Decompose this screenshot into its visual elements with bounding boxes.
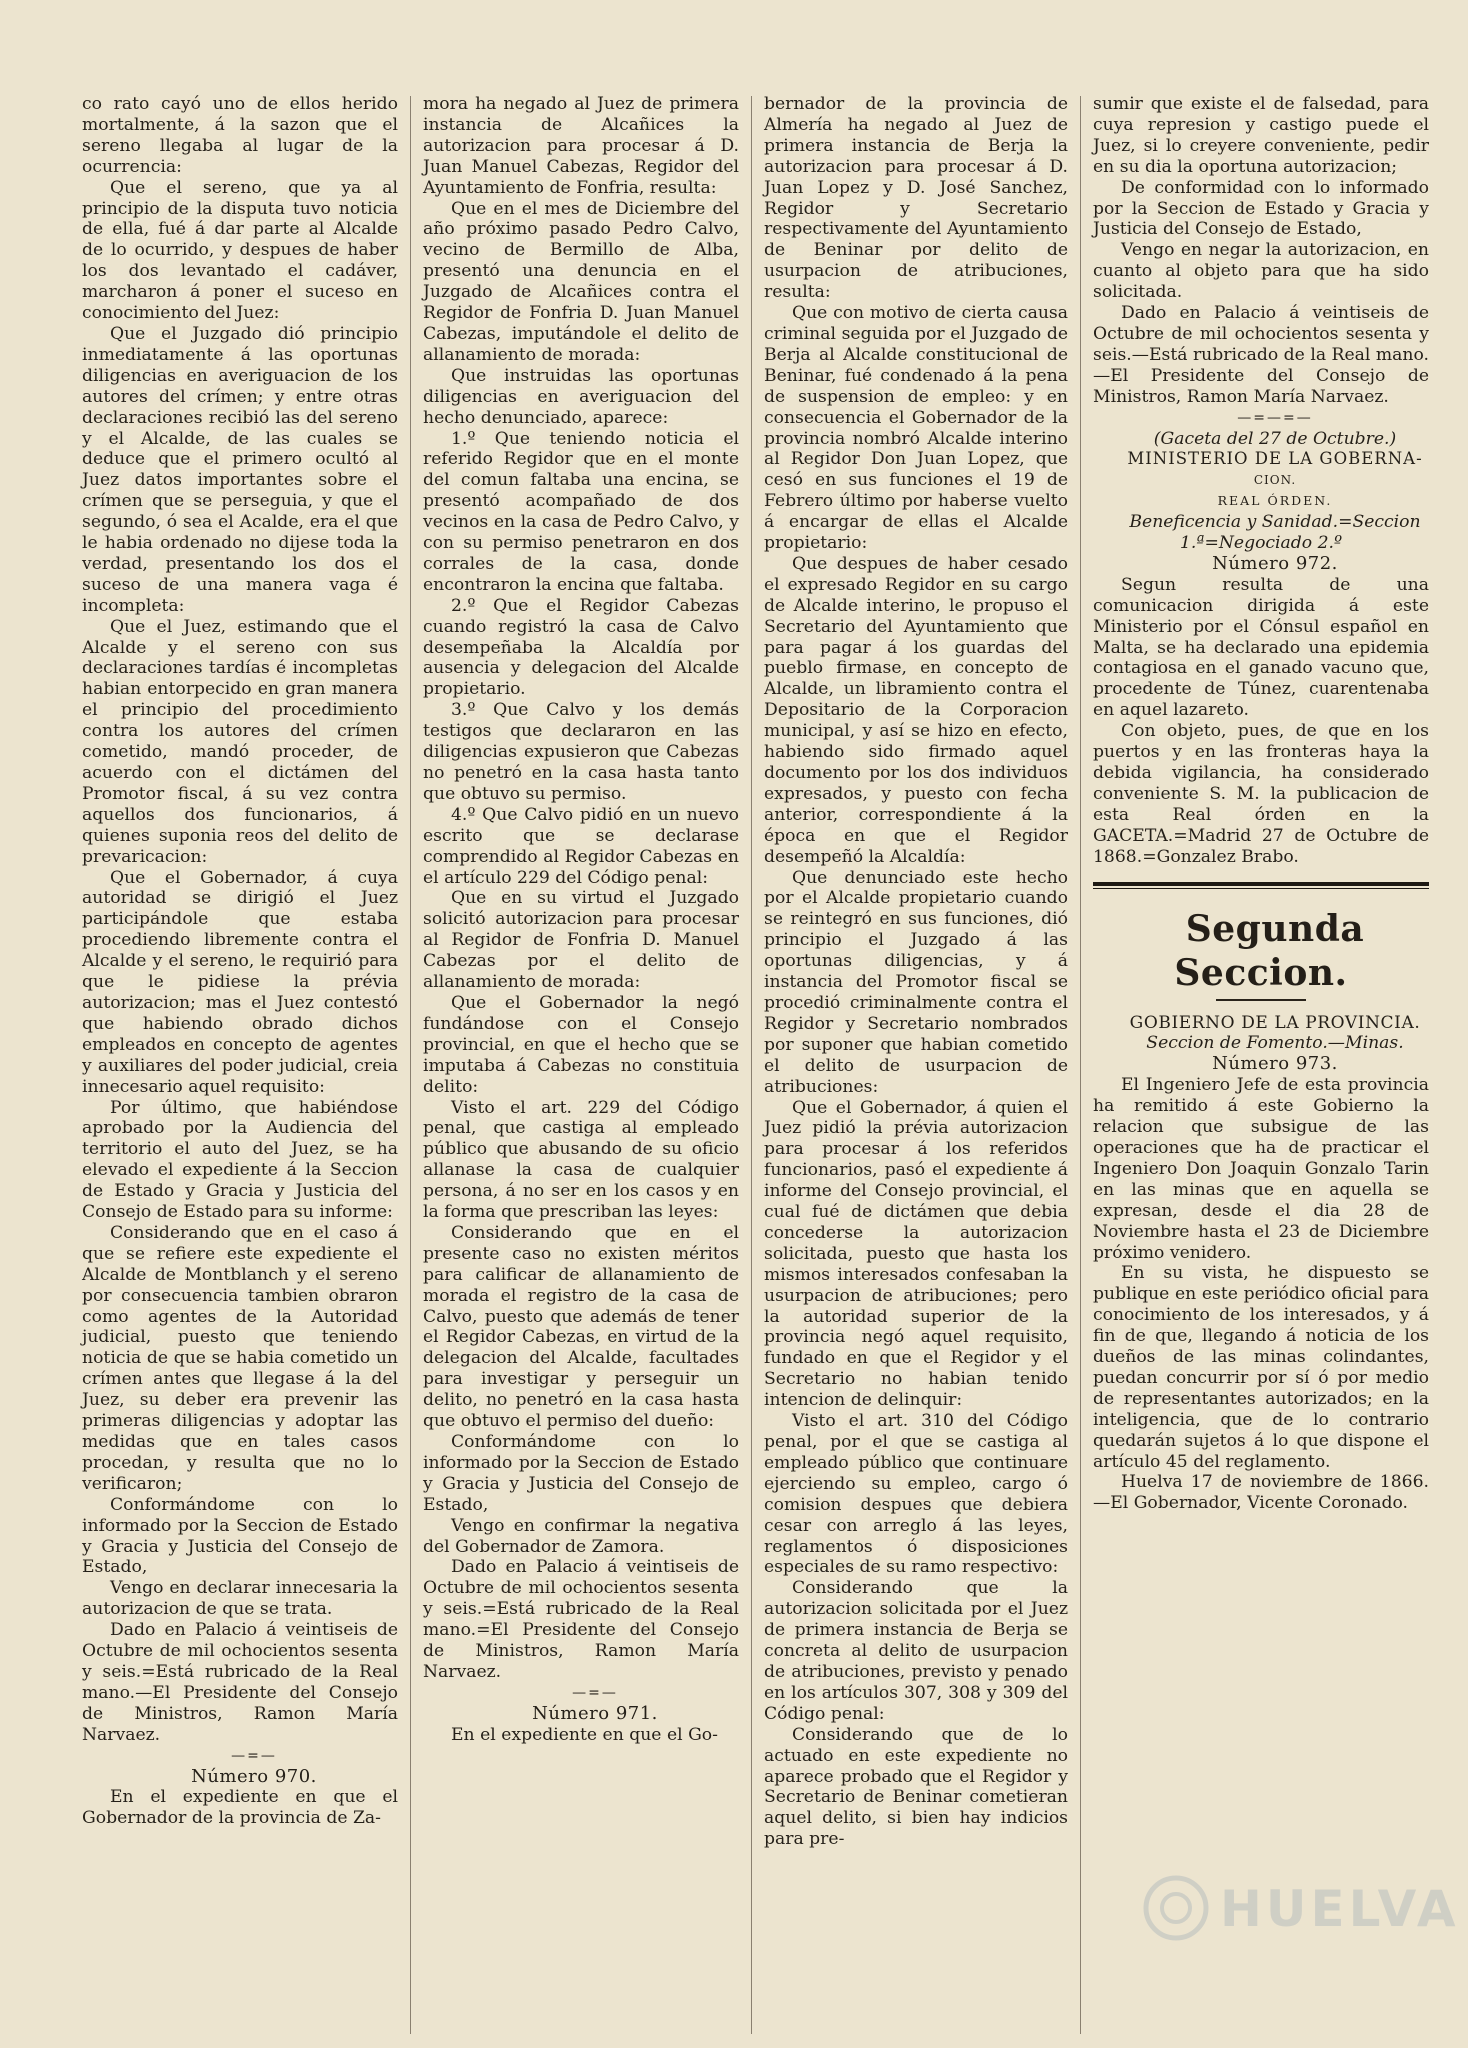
paragraph: Considerando que en el presente caso no existen méritos para calificar de allanamiento de morada el registro de la casa de Calvo, puesto que además de tener el Regidor Cabezas, en virtud de la delegacion del Alcalde, facultades para investigar y perseguir un delito, no penetró en la casa hasta que obtuvo el permiso del dueño: xyxy=(423,1222,739,1432)
paragraph: Dado en Palacio á veintiseis de Octubre de mil ochocientos sesenta y seis.=Está rubricado de la Real mano.—El Presidente del Consejo de Ministros, Ramon María Narvaez. xyxy=(82,1620,398,1745)
ornament-separator: —=—=— xyxy=(1237,409,1313,426)
paragraph: Que despues de haber cesado el expresado Regidor en su cargo de Alcalde interino, le propuso el Secretario del Ayuntamiento que para pagar á los guardas del pueblo firmase, en concepto de Alcalde, un libramiento contra el Depositario de la Corporacion municipal, y así se hizo en efecto, habiendo sido firmado aquel documento por los dos individuos expresados, y puesto con fecha anterior, correspondiente á la época en que el Regidor desempeñó la Alcaldía: xyxy=(764,553,1068,867)
paragraph: Con objeto, pues, de que en los puertos y en las fronteras haya la debida vigilancia, ha considerado conveniente S. M. la publicacion de esta Real órden en la GACETA.=Madrid 27 de Octubre de 1868.=Gonzalez Brabo. xyxy=(1093,721,1429,867)
paragraph: 4.º Que Calvo pidió en un nuevo escrito que se declarase comprendido al Regidor Cabezas en el artículo 229 del Código penal: xyxy=(423,804,739,888)
subsection-label: Beneficencia y Sanidad.=Seccion 1.ª=Negociado 2.º xyxy=(1129,512,1421,554)
ornament-separator: —=— xyxy=(572,1684,618,1701)
article-number: Número 972. xyxy=(1212,552,1338,574)
paragraph: Por último, que habiéndose aprobado por la Audiencia del territorio el auto del Juez, se ha elevado el expediente á la Seccion de Estado y Gracia y Justicia del Consejo de Estado para su informe: xyxy=(82,1097,398,1223)
paragraph: Considerando que en el caso á que se refiere este expediente el Alcalde de Montblanch y el sereno por consecuencia tambien obraron como agentes de la Autoridad judicial, puesto que teniendo noticia de que se habia cometido un crímen antes que llegase á la del Juez, su deber era prevenir las primeras diligencias y adoptar las medidas que en tales casos procedan, y resulta que no lo verificaron; xyxy=(82,1222,398,1494)
paragraph: Conformándome con lo informado por la Seccion de Estado y Gracia y Justicia del Consejo de Estado, xyxy=(423,1432,739,1515)
text-columns xyxy=(70,94,1444,2034)
paragraph: En el expediente en que el Gobernador de la provincia de Za- xyxy=(82,1787,398,1829)
ornament-separator: —=— xyxy=(231,1747,277,1764)
paragraph: En su vista, he dispuesto se publique en este periódico oficial para conocimiento de los interesados, y á fin de que, llegando á noticia de los dueños de las minas colindantes, puedan concurrir por sí ó por medio de representantes autorizados; en la inteligencia, que de lo contrario quedarán sujetos á lo que dispone el artículo 45 del reglamento. xyxy=(1093,1263,1429,1472)
paragraph: Que con motivo de cierta causa criminal seguida por el Juzgado de Berja al Alcalde constitucional de Beninar, fué condenado á la pena de suspension de empleo: y en consecuencia el Gobernador de la provincia nombró Alcalde interino al Regidor Don Juan Lopez, que cesó en sus funciones el 19 de Febrero último por haberse vuelto á encargar de ellas el Alcalde propietario: xyxy=(764,303,1068,554)
paragraph: 3.º Que Calvo y los demás testigos que declararon en las diligencias expusieron que Cabezas no penetró en la casa hasta tanto que obtuvo su permiso. xyxy=(423,700,739,804)
paragraph: Considerando que de lo actuado en este expediente no aparece probado que el Regidor y Secretario de Beninar cometieran aquel delito, si bien hay indicios para pre- xyxy=(764,1724,1068,1850)
paragraph: De conformidad con lo informado por la Seccion de Estado y Gracia y Justicia del Consejo de Estado, xyxy=(1093,177,1429,240)
column-4 xyxy=(1081,94,1441,2034)
watermark-text: HUELVA xyxy=(1220,1880,1460,1938)
paragraph: Que en el mes de Diciembre del año próximo pasado Pedro Calvo, vecino de Bermillo de Alba, presentó una denuncia en el Juzgado de Alcañices contra el Regidor de Fonfria D. Juan Manuel Cabezas, imputándole el delito de allanamiento de morada: xyxy=(423,198,739,365)
government-heading: GOBIERNO DE LA PROVINCIA. xyxy=(1129,1012,1421,1033)
paragraph: Que instruidas las oportunas diligencias en averiguacion del hecho denunciado, aparece: xyxy=(423,365,739,428)
paragraph: Que el sereno, que ya al principio de la disputa tuvo noticia de ella, fué á dar parte al Alcalde de lo ocurrido, y despues de haber los dos levantado el cadáver, marcharon á poner el suceso en conocimiento del Juez: xyxy=(82,177,398,324)
paragraph: Que el Gobernador, á quien el Juez pidió la prévia autorizacion para procesar á los referidos funcionarios, pasó el expediente á informe del Consejo provincial, el cual fué de dictámen que debia concederse la autorizacion solicitada, puesto que hasta los mismos interesados confesaban la usurpacion de atribuciones; pero la autoridad superior de la provincia negó aquel requisito, fundado en que el Regidor y el Secretario no habian tenido intencion de delinquir: xyxy=(764,1097,1068,1411)
real-orden-label: REAL ÓRDEN. xyxy=(1217,493,1333,509)
column-1 xyxy=(70,94,410,2034)
paragraph: Que el Gobernador, á cuya autoridad se dirigió el Juez participándole que estaba procediendo libremente contra el Alcalde y el sereno, le requirió para que le pidiese la prévia autorizacion; mas el Juez contestó que habiendo obrado dichos empleados en concepto de agentes y auxiliares del poder judicial, creia innecesario aquel requisito: xyxy=(82,867,398,1097)
section-title: Segunda Seccion. xyxy=(1174,907,1365,994)
paragraph: Que el Gobernador la negó fundándose con el Consejo provincial, en que el hecho que se imputaba á Cabezas no constituia delito: xyxy=(423,992,739,1097)
column-2 xyxy=(411,94,751,2034)
paragraph: Considerando que la autorizacion solicitada por el Juez de primera instancia de Berja se concreta al delito de usurpacion de atribuciones, previsto y penado en los artículos 307, 308 y 309 del Código penal: xyxy=(764,1578,1068,1724)
subsection-label: Seccion de Fomento.—Minas. xyxy=(1146,1033,1404,1054)
paragraph: Visto el art. 310 del Código penal, por el que se castiga al empleado público que continuare ejerciendo su empleo, cargo ó comision despues que debiera cesar con arreglo á las leyes, reglamentos ó disposiciones especiales de su ramo respectivo: xyxy=(764,1411,1068,1578)
paragraph: co rato cayó uno de ellos herido mortalmente, á la sazon que el sereno llegaba al lugar de la ocurrencia: xyxy=(82,94,398,177)
column-3 xyxy=(752,94,1080,2034)
paragraph: Vengo en negar la autorizacion, en cuanto al objeto para que ha sido solicitada. xyxy=(1093,240,1429,303)
paragraph: Vengo en declarar innecesaria la autorizacion de que se trata. xyxy=(82,1578,398,1620)
paragraph: mora ha negado al Juez de primera instancia de Alcañices la autorizacion para procesar á D. Juan Manuel Cabezas, Regidor del Ayuntamiento de Fonfria, resulta: xyxy=(423,94,739,198)
paragraph: Vengo en confirmar la negativa del Gobernador de Zamora. xyxy=(423,1515,739,1557)
article-number: Número 971. xyxy=(532,1702,658,1724)
paragraph: Huelva 17 de noviembre de 1866.—El Gobernador, Vicente Coronado. xyxy=(1093,1472,1429,1514)
paragraph: Que el Juzgado dió principio inmediatamente á las oportunas diligencias en averiguacion de los autores del crímen; y entre otras declaraciones recibió las del sereno y el Alcalde, de las cuales se deduce que el primero ocultó al Juez datos importantes sobre el crímen que se perseguia, y que el segundo, ó sea el Acalde, era el que le habia ordenado no dijese toda la verdad, presentando los dos el suceso de una manera vaga é incompleta: xyxy=(82,323,398,616)
paragraph: bernador de la provincia de Almería ha negado al Juez de primera instancia de Berja la autorizacion para procesar á D. Juan Lopez y D. José Sanchez, Regidor y Secretario respectivamente del Ayuntamiento de Beninar por delito de usurpacion de atribuciones, resulta: xyxy=(764,94,1068,303)
paragraph: Que el Juez, estimando que el Alcalde y el sereno con sus declaraciones tardías é incompletas habian entorpecido en gran manera el principio del procedimiento contra los autores del crímen cometido, mandó proceder, de acuerdo con el dictámen del Promotor fiscal, á su vez contra aquellos dos funcionarios, á quienes suponia reos del delito de prevaricacion: xyxy=(82,616,398,867)
paragraph: Dado en Palacio á veintiseis de Octubre de mil ochocientos sesenta y seis.—Está rubricado de la Real mano.—El Presidente del Consejo de Ministros, Ramon María Narvaez. xyxy=(1093,303,1429,407)
paragraph: Segun resulta de una comunicacion dirigida á este Ministerio por el Cónsul español en Malta, se ha declarado una epidemia contagiosa en el ganado vacuno que, procedente de Túnez, cuarentenaba en aquel lazareto. xyxy=(1093,574,1429,721)
paragraph: sumir que existe el de falsedad, para cuya represion y castigo puede el Juez, si lo creyere conveniente, pedir en su dia la oportuna autorizacion; xyxy=(1093,94,1429,177)
paragraph: Que denunciado este hecho por el Alcalde propietario cuando se reintegró en sus funciones, dió principio el Juzgado á las oportunas diligencias, y á instancia del Promotor fiscal se procedió criminalmente contra el Regidor y Secretario nombrados por suponer que habian cometido el delito de usurpacion de atribuciones: xyxy=(764,867,1068,1097)
paragraph: Visto el art. 229 del Código penal, que castiga al empleado público que abusando de su oficio allanase la casa de cualquier persona, á no ser en los casos y en la forma que prescriban las leyes: xyxy=(423,1097,739,1223)
paragraph: El Ingeniero Jefe de esta provincia ha remitido á este Gobierno la relacion que subsigue de las operaciones que ha de practicar el Ingeniero Don Joaquin Gonzalo Tarin en las minas que en aquella se expresan, desde el dia 28 de Noviembre hasta el 23 de Diciembre próximo venidero. xyxy=(1093,1075,1429,1263)
ministry-heading: MINISTERIO DE LA GOBERNA- xyxy=(1127,449,1423,469)
ministry-heading-cont: CION. xyxy=(1253,473,1297,488)
article-number: Número 973. xyxy=(1212,1053,1338,1075)
paragraph: 2.º Que el Regidor Cabezas cuando registró la casa de Calvo desempeñaba la Alcaldía por ausencia y delegacion del Alcalde propietario. xyxy=(423,595,739,700)
paragraph: Que en su virtud el Juzgado solicitó autorizacion para procesar al Regidor de Fonfria D. Manuel Cabezas por el delito de allanamiento de morada: xyxy=(423,888,739,993)
section-divider xyxy=(1093,882,1429,889)
paragraph: Dado en Palacio á veintiseis de Octubre de mil ochocientos sesenta y seis.=Está rubricado de la Real mano.=El Presidente del Consejo de Ministros, Ramon María Narvaez. xyxy=(423,1557,739,1682)
paragraph: En el expediente en que el Go- xyxy=(451,1724,718,1745)
gaceta-citation: (Gaceta del 27 de Octubre.) xyxy=(1153,428,1397,449)
paragraph: Conformándome con lo informado por la Seccion de Estado y Gracia y Justicia del Consejo de Estado, xyxy=(82,1494,398,1578)
title-underline xyxy=(1216,999,1306,1001)
article-number: Número 970. xyxy=(191,1765,317,1787)
paragraph: 1.º Que teniendo noticia el referido Regidor que en el monte del comun faltaba una encina, se presentó acompañado de dos vecinos en la casa de Pedro Calvo, y con su permiso penetraron en dos corrales de la casa, donde encontraron la encina que faltaba. xyxy=(423,428,739,595)
